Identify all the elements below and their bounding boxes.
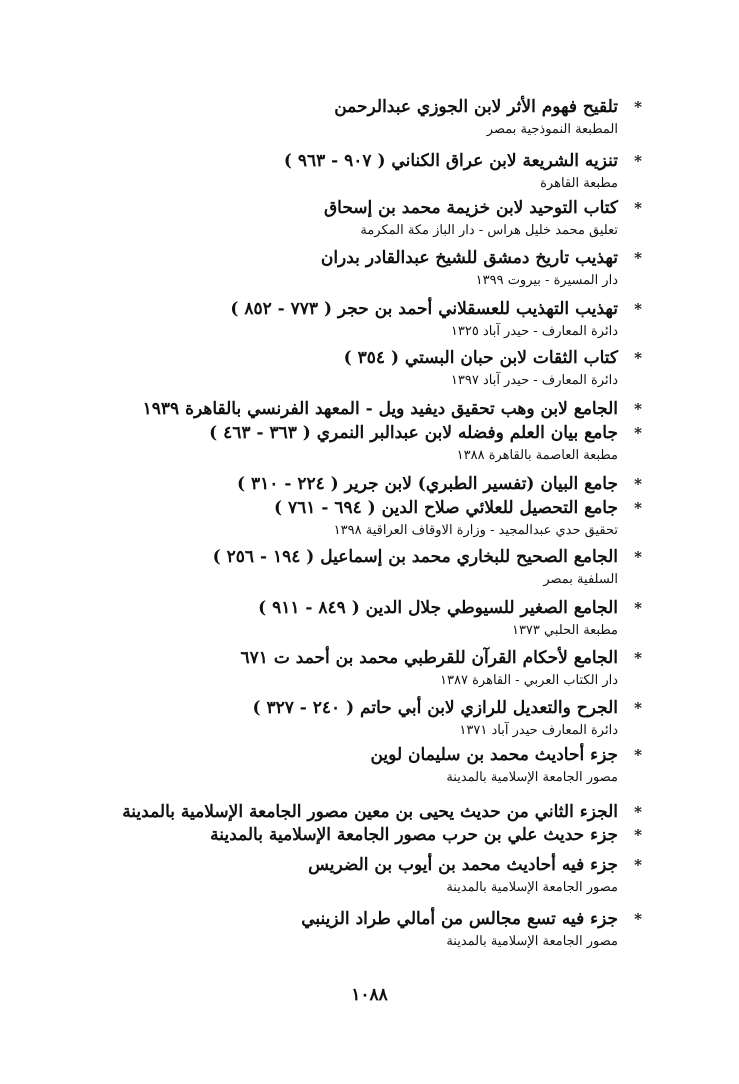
entry-title-line [150, 247, 642, 269]
bibliography-entry-14 [150, 697, 642, 741]
bullet-star-icon: * [634, 826, 642, 844]
entry-title: كتاب الثقات لابن حبان البستي ( ٣٥٤ ) [343, 348, 618, 368]
bullet-star-icon: * [634, 599, 642, 617]
entry-title: الجامع لابن وهب تحقيق ديفيد ويل - المعهد الفرنسي بالقاهرة ١٩٣٩ [142, 399, 618, 419]
bullet-star-icon: * [634, 98, 642, 116]
entry-title-line [150, 597, 642, 619]
entry-title-line [150, 908, 642, 930]
entry-title-line [150, 854, 642, 876]
entry-publisher: دار الكتاب العربي - القاهرة ١٣٨٧ [440, 673, 618, 688]
bibliography-entry-2 [150, 150, 642, 194]
entry-title-line [150, 422, 642, 444]
bullet-star-icon: * [634, 152, 642, 170]
entry-publisher: دائرة المعارف - حيدر آباد ١٣٢٥ [450, 324, 618, 339]
entry-publisher: مصور الجامعة الإسلامية بالمدينة [446, 770, 618, 785]
bullet-star-icon: * [634, 910, 642, 928]
bullet-star-icon: * [634, 548, 642, 566]
bullet-star-icon: * [634, 649, 642, 667]
bibliography-entry-9 [150, 473, 642, 495]
bibliography-entry-13 [150, 647, 642, 691]
entry-publisher: السلفية بمصر [543, 572, 618, 587]
entry-title-line [150, 96, 642, 118]
entry-publisher: مصور الجامعة الإسلامية بالمدينة [446, 934, 618, 949]
bibliography-entry-12 [150, 597, 642, 641]
bibliography-entry-15 [150, 744, 642, 788]
entry-title-line [150, 497, 642, 519]
entry-title-line [150, 473, 642, 495]
entry-title-line [150, 824, 642, 846]
bullet-star-icon: * [634, 856, 642, 874]
bibliography-entry-16 [120, 801, 642, 823]
entry-title: جامع بيان العلم وفضله لابن عبدالبر النمري ( ٣٦٣ - ٤٦٣ ) [209, 423, 618, 443]
bibliography-entry-17 [150, 824, 642, 846]
entry-title: جامع البيان (تفسير الطبري) لابن جرير ( ٢٢٤ - ٣١٠ ) [237, 474, 618, 494]
entry-title-line [150, 197, 642, 219]
bibliography-entry-19 [150, 908, 642, 952]
bullet-star-icon: * [634, 746, 642, 764]
bullet-star-icon: * [634, 499, 642, 517]
entry-publisher: تعليق محمد خليل هراس - دار الباز مكة المكرمة [360, 223, 618, 238]
entry-title: الجرح والتعديل للرازي لابن أبي حاتم ( ٢٤٠ - ٣٢٧ ) [252, 698, 618, 718]
bullet-star-icon: * [634, 349, 642, 367]
entry-title: الجزء الثاني من حديث يحيى بن معين مصور الجامعة الإسلامية بالمدينة [122, 802, 618, 822]
bullet-star-icon: * [634, 199, 642, 217]
entry-publisher: المطبعة النموذجية بمصر [486, 122, 618, 137]
bibliography-entry-18 [150, 854, 642, 898]
entry-title: تلقيح فهوم الأثر لابن الجوزي عبدالرحمن [334, 97, 618, 117]
page-number: ١٠٨٨ [351, 985, 388, 1005]
entry-title-line [120, 398, 642, 420]
entry-title-line [150, 744, 642, 766]
entry-title: كتاب التوحيد لابن خزيمة محمد بن إسحاق [323, 198, 618, 218]
entry-publisher: دائرة المعارف - حيدر آباد ١٣٩٧ [450, 373, 618, 388]
bibliography-entry-10 [150, 497, 642, 541]
bibliography-entry-4 [150, 247, 642, 291]
entry-publisher: دائرة المعارف حيدر آباد ١٣٧١ [459, 723, 618, 738]
entry-title-line [150, 546, 642, 568]
bullet-star-icon: * [634, 699, 642, 717]
entry-publisher: مطبعة العاصمة بالقاهرة ١٣٨٨ [456, 448, 618, 463]
entry-title: تنزيه الشريعة لابن عراق الكناني ( ٩٠٧ - ٩٦٣ ) [283, 151, 618, 171]
bibliography-entry-1 [150, 96, 642, 140]
entry-title: الجامع الصغير للسيوطي جلال الدين ( ٨٤٩ - ٩١١ ) [258, 598, 618, 618]
bibliography-entry-7 [120, 398, 642, 420]
entry-title-line [150, 298, 642, 320]
entry-title: جزء فيه أحاديث محمد بن أيوب بن الضريس [308, 855, 618, 875]
bullet-star-icon: * [634, 400, 642, 418]
bullet-star-icon: * [634, 475, 642, 493]
entry-publisher: مطبعة الحلبي ١٣٧٣ [511, 623, 618, 638]
entry-publisher: مطبعة القاهرة [540, 176, 618, 191]
entry-publisher: مصور الجامعة الإسلامية بالمدينة [446, 880, 618, 895]
entry-publisher: تحقيق حدي عبدالمجيد - وزارة الاوقاف العراقية ١٣٩٨ [333, 523, 618, 538]
entry-title: تهذيب تاريخ دمشق للشيخ عبدالقادر بدران [320, 248, 618, 268]
entry-publisher: دار المسيرة - بيروت ١٣٩٩ [475, 273, 618, 288]
bibliography-entry-6 [150, 347, 642, 391]
entry-title-line [150, 697, 642, 719]
entry-title: تهذيب التهذيب للعسقلاني أحمد بن حجر ( ٧٧٣ - ٨٥٢ ) [230, 299, 618, 319]
entry-title-line [120, 801, 642, 823]
bibliography-entry-8 [150, 422, 642, 466]
entry-title: جامع التحصيل للعلائي صلاح الدين ( ٦٩٤ - ٧٦١ ) [274, 498, 618, 518]
entry-title-line [150, 347, 642, 369]
bullet-star-icon: * [634, 249, 642, 267]
bibliography-entry-5 [150, 298, 642, 342]
bullet-star-icon: * [634, 300, 642, 318]
entry-title-line [150, 647, 642, 669]
bibliography-entry-3 [150, 197, 642, 241]
bullet-star-icon: * [634, 424, 642, 442]
entry-title: الجامع لأحكام القرآن للقرطبي محمد بن أحمد ت ٦٧١ [240, 648, 618, 668]
entry-title: جزء فيه تسع مجالس من أمالي طراد الزينبي [301, 909, 618, 929]
entry-title: جزء أحاديث محمد بن سليمان لوين [370, 745, 618, 765]
entry-title: جزء حديث علي بن حرب مصور الجامعة الإسلامية بالمدينة [210, 825, 618, 845]
bullet-star-icon: * [634, 803, 642, 821]
entry-title-line [150, 150, 642, 172]
entry-title: الجامع الصحيح للبخاري محمد بن إسماعيل ( ١٩٤ - ٢٥٦ ) [212, 547, 618, 567]
bibliography-entry-11 [150, 546, 642, 590]
